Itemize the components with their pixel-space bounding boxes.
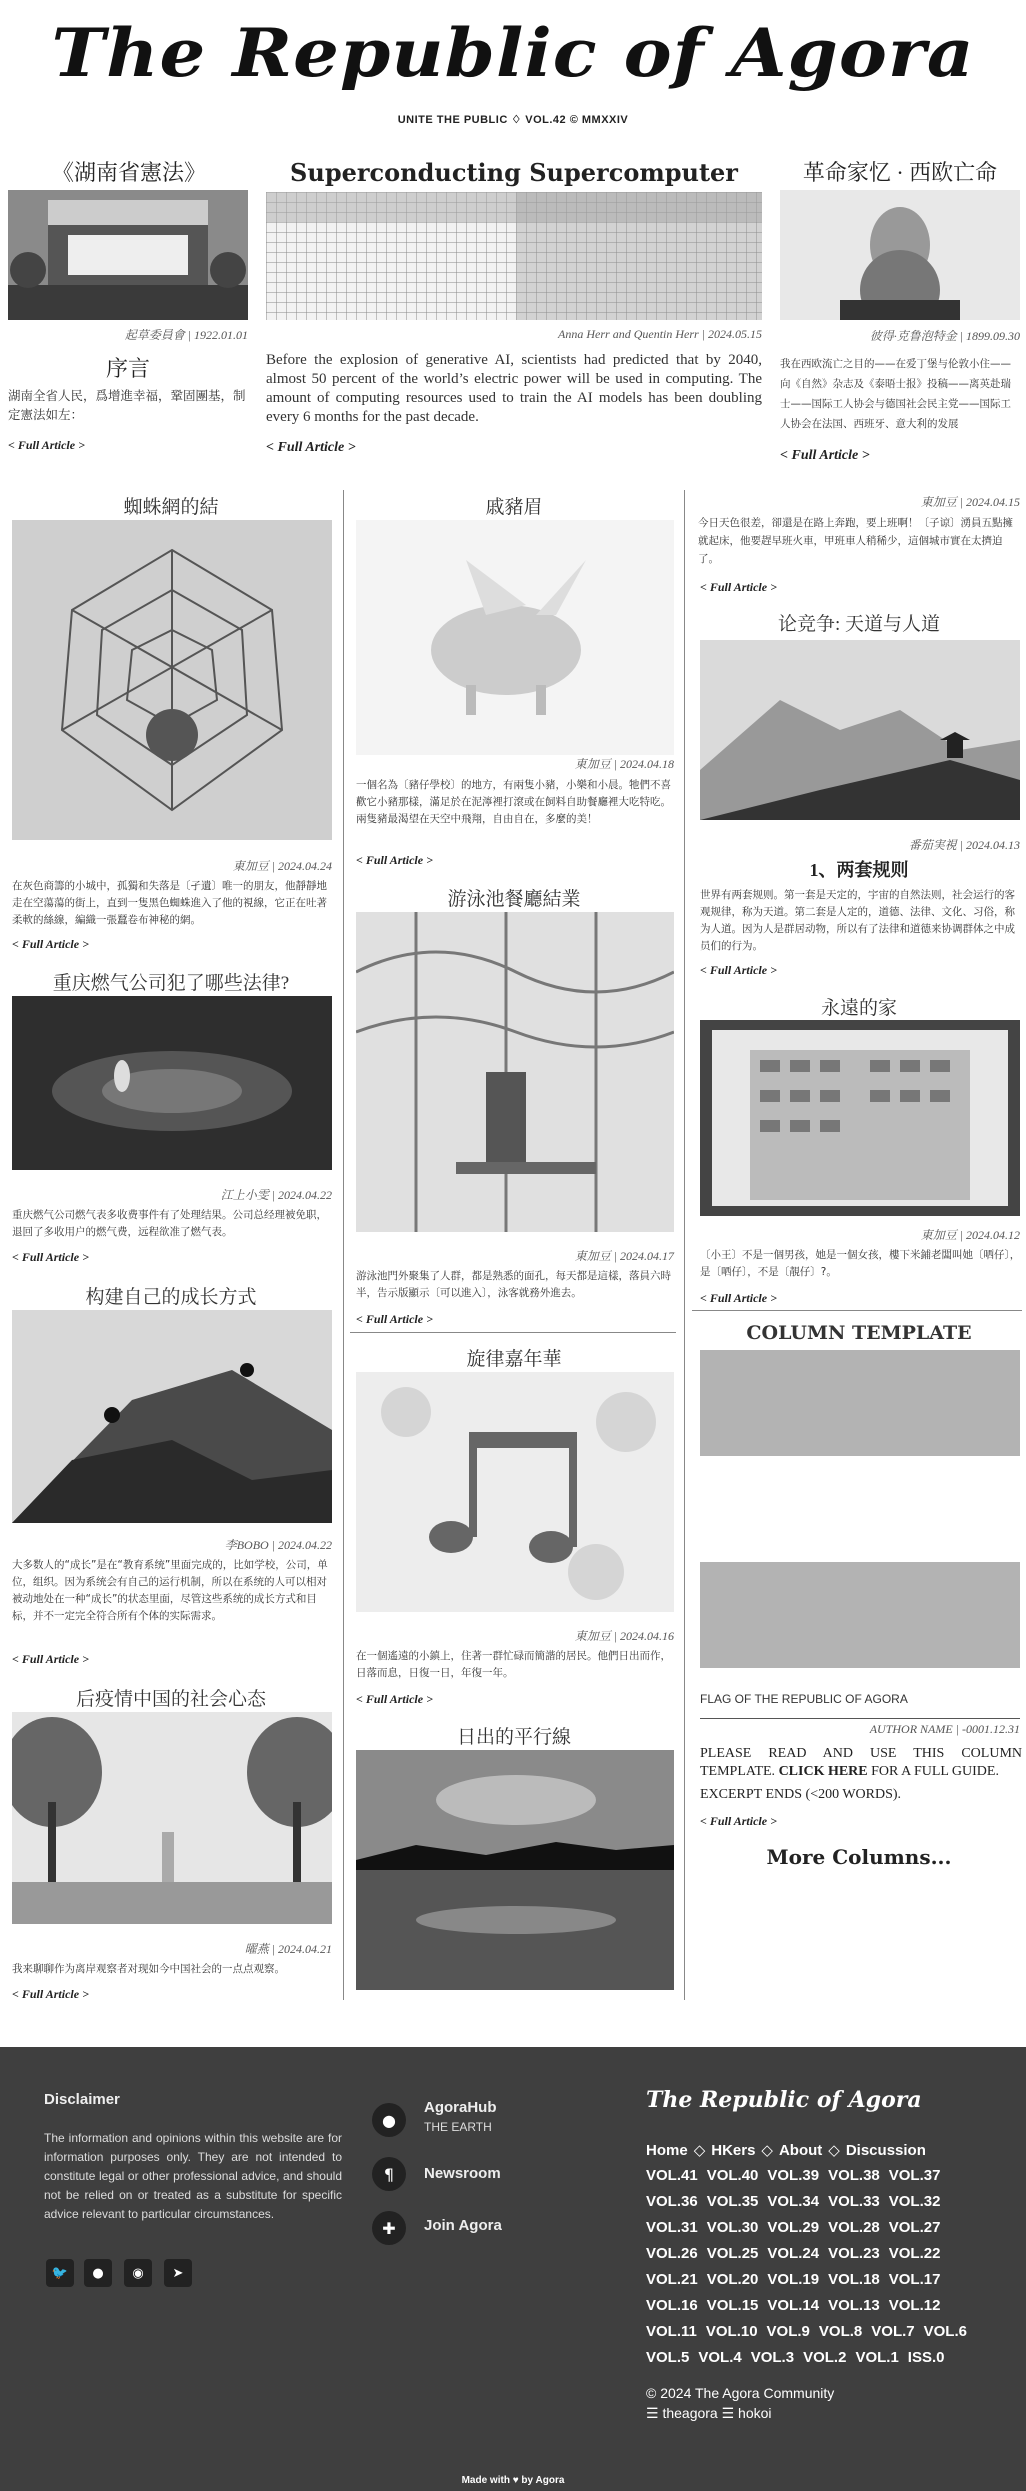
col1-article-3-title[interactable]: 构建自己的成长方式 (85, 1287, 257, 1308)
twitter-icon[interactable]: 🐦 (46, 2259, 74, 2287)
col3-article-3-text: 〔小王〕不是一個男孩，她是一個女孩，樓下米鋪老闆叫她〔哂仔〕，是〔哂仔〕，不是〔靚仔〕?。 (700, 1249, 1021, 1278)
footer-nav-hkers[interactable]: HKers (711, 2142, 756, 2159)
disclaimer-title: Disclaimer (44, 2091, 120, 2108)
col1-article-3-text: 大多数人的“成长”是在“教育系统”里面完成的，比如学校，公司，单位，组织。因为系统会有自己的运行机制，所以在系统的人可以相对被动地处在一种“成长”的状态里面，尽管这些系统的成长方式和目标，并不一定完全符合所有个体的实际需求。 (12, 1559, 328, 1622)
top-center-caption: Anna Herr and Quentin Herr | 2024.05.15 (558, 327, 762, 341)
col3-article-2-subtitle: 1、两套规则 (809, 860, 909, 880)
volume-link[interactable]: VOL.8 (818, 2323, 863, 2340)
col1-article-2-caption: 江上小雯 | 2024.04.22 (220, 1188, 332, 1202)
top-left-subtitle: 序言 (105, 356, 150, 381)
volume-row (646, 2245, 976, 2271)
top-left-title[interactable]: 《湖南省憲法》 (51, 160, 206, 185)
supercomputer-grid-art (266, 192, 762, 320)
col1-article-1-caption: 東加豆 | 2024.04.24 (232, 859, 332, 873)
volume-link[interactable]: VOL.32 (888, 2193, 941, 2210)
disclaimer-text: The information and opinions within this website are for information purposes only. They are not intended to constitute legal or other professional advice, and should not be relied on or treated as a substitute for specific advice relevant to particular circumstances. (44, 2131, 342, 2221)
mountain-climbers-photo (12, 1310, 332, 1523)
volume-link[interactable]: VOL.40 (706, 2167, 759, 2184)
top-left-caption: 起草委員會 | 1922.01.01 (124, 328, 248, 342)
col1-article-2-title[interactable]: 重庆燃气公司犯了哪些法律? (52, 973, 290, 994)
col1-article-4-caption: 曜燕 | 2024.04.21 (244, 1942, 332, 1956)
made-with-line: Made with ♥ by Agora (461, 2475, 565, 2486)
volume-link[interactable]: VOL.35 (706, 2193, 759, 2210)
column-divider-left (343, 490, 344, 2000)
nav-separator: ◇ (761, 2142, 773, 2159)
gas-stove-photo (12, 996, 332, 1170)
footer-nav-home[interactable]: Home (646, 2142, 688, 2159)
col2-article-3-caption: 東加豆 | 2024.04.16 (574, 1629, 674, 1643)
volume-link[interactable]: VOL.2 (803, 2349, 847, 2366)
github-icon[interactable]: ● (84, 2259, 112, 2287)
foggy-park-photo (12, 1712, 332, 1924)
mountain-pavilion-photo (700, 640, 1020, 820)
col3-article-2-title[interactable]: 论竞争: 天道与人道 (777, 614, 941, 635)
volume-link[interactable]: VOL.11 (646, 2323, 697, 2340)
agorahub-sublabel: THE EARTH (424, 2120, 492, 2134)
volume-link[interactable]: VOL.39 (767, 2167, 820, 2184)
puzzle-icon: ✚ (372, 2211, 406, 2245)
volume-link[interactable]: VOL.28 (828, 2219, 880, 2236)
credits-links[interactable]: ☰ theagora ☰ hokoi (646, 2405, 772, 2421)
volume-link[interactable]: VOL.9 (766, 2323, 810, 2340)
volume-link[interactable]: VOL.34 (767, 2193, 820, 2210)
col2-article-1-full-link[interactable]: < Full Article > (356, 853, 433, 867)
col3-article-2-caption: 番茄実視 | 2024.04.13 (908, 838, 1020, 852)
flag-stripe-top (700, 1350, 1020, 1456)
masthead-subline: UNITE THE PUBLIC ♢ VOL.42 © MMXXIV (397, 114, 629, 126)
supercomputer-grid-image (266, 192, 762, 320)
foggy-park-art (12, 1712, 332, 1924)
col2-article-2-title[interactable]: 游泳池餐廳結業 (447, 889, 581, 910)
pool-restaurant-illustration (356, 912, 674, 1232)
agorahub-link[interactable]: AgoraHub (424, 2099, 497, 2116)
top-center-title[interactable]: Superconducting Supercomputer (290, 158, 738, 187)
volume-link[interactable]: VOL.10 (705, 2323, 758, 2340)
volume-link[interactable]: VOL.24 (767, 2245, 820, 2262)
site-footer (0, 2047, 1026, 2491)
col2-article-3-full-link[interactable]: < Full Article > (356, 1692, 433, 1706)
top-right-title[interactable]: 革命家忆 · 西欧亡命 (802, 160, 998, 185)
col3-article-2-text: 世界有两套规则。第一套是天定的，宇宙的自然法则，社会运行的客观规律，称为天道。第二套是人定的，道德、法律、文化、习俗，称为人道。因为人是群居动物，所以有了法律和道德来协调群体之中成员们的行为。 (700, 889, 1015, 952)
apartment-building-art (700, 1020, 1020, 1216)
col2-divider (350, 1332, 676, 1333)
col1-article-1-full-link[interactable]: < Full Article > (12, 937, 89, 951)
flag-caption: FLAG OF THE REPUBLIC OF AGORA (700, 1692, 908, 1706)
volume-link[interactable]: VOL.27 (888, 2219, 941, 2236)
volume-link[interactable]: VOL.21 (646, 2271, 698, 2288)
footer-brand[interactable]: The Republic of Agora (646, 2087, 922, 2113)
col3-article-1-full-link[interactable]: < Full Article > (700, 580, 777, 594)
flag-stripe-bottom (700, 1562, 1020, 1668)
join-agora-link[interactable]: Join Agora (424, 2217, 502, 2234)
volume-archive (646, 2167, 976, 2375)
volume-link[interactable]: VOL.20 (706, 2271, 759, 2288)
volume-link[interactable]: VOL.18 (828, 2271, 880, 2288)
template-excerpt-note: EXCERPT ENDS (<200 WORDS). (700, 1787, 902, 1802)
telegram-icon[interactable]: ➤ (164, 2259, 192, 2287)
top-left-full-article-link[interactable]: < Full Article > (8, 438, 85, 452)
col3-article-3-title[interactable]: 永遠的家 (820, 998, 897, 1019)
spiderweb-art (12, 520, 332, 840)
map-pin-icon: ● (372, 2103, 406, 2137)
mountain-climbers-art (12, 1310, 332, 1523)
volume-link[interactable]: VOL.29 (767, 2219, 820, 2236)
volume-link[interactable]: VOL.22 (888, 2245, 941, 2262)
volume-row (646, 2193, 976, 2219)
music-notes-art (356, 1372, 674, 1612)
volume-row (646, 2167, 976, 2193)
col2-article-3-text: 在一個遙遠的小鎮上，住著一群忙碌而簡諧的居民。他們日出而作，日落而息，日復一日，年復一年。 (356, 1650, 671, 1679)
volume-row (646, 2219, 976, 2245)
template-click-here-link[interactable]: CLICK HERE (778, 1764, 868, 1779)
volume-link[interactable]: VOL.1 (855, 2349, 899, 2366)
volume-link[interactable]: VOL.26 (646, 2245, 698, 2262)
volume-link[interactable]: VOL.7 (871, 2323, 915, 2340)
col2-article-2-full-link[interactable]: < Full Article > (356, 1312, 433, 1326)
col2-article-2-text: 游泳池門外聚集了人群，都是熟悉的面孔，每天都是這樣，落員六時半，告示版顯示〔可以進入〕，泳客就務外進去。 (356, 1270, 671, 1299)
top-right-caption: 彼得·克鲁泡特金 | 1899.09.30 (869, 329, 1020, 343)
apartment-building-photo (700, 1020, 1020, 1216)
volume-link[interactable]: VOL.25 (706, 2245, 759, 2262)
col2-article-4-title[interactable]: 日出的平行線 (456, 1727, 571, 1748)
col3-article-1-caption: 東加豆 | 2024.04.15 (920, 495, 1020, 509)
column-template-caption: AUTHOR NAME | -0001.12.31 (869, 1722, 1020, 1736)
col2-article-1-title[interactable]: 戚豬眉 (485, 497, 543, 518)
column-template-full-link[interactable]: < Full Article > (700, 1814, 777, 1828)
col3-article-1-text: 今日天色很差，卻還是在路上奔跑，要上班啊！〔子谅〕湧員五點擁就起床，他要趕早班火車，甲班車人稍稀少，這個城市實在太擠迫了。 (698, 517, 1013, 565)
top-center-text: Before the explosion of generative AI, scientists had predicted that by 2040, almost 50 percent of the world’s electric power will be used in computing. The amount of computing resources used to train the AI models has been doubling every 6 months for the past decade. (266, 352, 762, 425)
col3-divider (692, 1310, 1022, 1311)
sunset-lake-photo (356, 1750, 674, 1990)
music-notes-illustration (356, 1372, 674, 1612)
top-center-full-article-link[interactable]: < Full Article > (266, 440, 356, 455)
volume-link[interactable]: VOL.14 (767, 2297, 820, 2314)
volume-row (646, 2271, 976, 2297)
template-text-a: PLEASE READ AND USE THIS COLUMN TEMPLATE. (700, 1746, 1022, 1779)
col3-article-3-full-link[interactable]: < Full Article > (700, 1291, 777, 1305)
site-masthead[interactable]: The Republic of Agora (51, 13, 975, 92)
kropotkin-portrait-art (780, 190, 1020, 320)
volume-link[interactable]: VOL.4 (698, 2349, 742, 2366)
col2-article-2-caption: 東加豆 | 2024.04.17 (574, 1249, 674, 1263)
col1-article-4-title[interactable]: 后疫情中国的社会心态 (75, 1689, 266, 1710)
volume-link[interactable]: VOL.36 (646, 2193, 698, 2210)
col3-article-3-caption: 東加豆 | 2024.04.12 (920, 1228, 1020, 1242)
col1-article-4-text: 我来聊聊作为离岸观察者对现如今中国社会的一点点观察。 (12, 1963, 285, 1975)
constitution-photo (8, 190, 248, 320)
pool-restaurant-art (356, 912, 674, 1232)
col1-article-1-title[interactable]: 蜘蛛網的結 (123, 497, 219, 518)
nav-separator: ◇ (828, 2142, 840, 2159)
top-right-text: 我在西欧流亡之目的——在爱丁堡与伦敦小住——向《自然》杂志及《泰晤士报》投稿——离英赴瑞士——国际工人协会与德国社会民主党——国际工人协会在法国、西班牙、意大利的发展 (780, 358, 1011, 430)
kropotkin-portrait (780, 190, 1020, 320)
col1-article-3-caption: 李BOBO | 2024.04.22 (224, 1538, 332, 1552)
volume-link[interactable]: VOL.15 (706, 2297, 759, 2314)
col1-article-1-text: 在灰色商籌的小城中，孤獨和失落是〔孑遺〕唯一的朋友，他靜靜地走在空蕩蕩的街上，直到一隻黑色蜘蛛進入了他的視線，它正在吐著柔軟的絲線，編織一張蠶卷布神秘的網。 (12, 880, 327, 926)
volume-link[interactable]: VOL.13 (828, 2297, 880, 2314)
volume-link[interactable]: VOL.33 (828, 2193, 880, 2210)
spiderweb-illustration (12, 520, 332, 840)
flying-pig-art (356, 520, 674, 755)
top-right-full-article-link[interactable]: < Full Article > (780, 448, 870, 463)
flag-stripe-middle (700, 1456, 1020, 1562)
col1-article-2-full-link[interactable]: < Full Article > (12, 1250, 89, 1264)
column-template-text (700, 1745, 1022, 1781)
reddit-icon[interactable]: ◉ (124, 2259, 152, 2287)
column-divider-right (684, 490, 685, 2000)
volume-link[interactable]: VOL.23 (828, 2245, 880, 2262)
volume-row (646, 2323, 976, 2349)
footer-nav (646, 2141, 926, 2159)
constitution-photo-art (8, 190, 248, 320)
gas-stove-art (12, 996, 332, 1170)
col2-article-1-caption: 東加豆 | 2024.04.18 (574, 757, 674, 771)
volume-link[interactable]: VOL.37 (888, 2167, 941, 2184)
newsroom-link[interactable]: Newsroom (424, 2165, 501, 2182)
col3-article-2-full-link[interactable]: < Full Article > (700, 963, 777, 977)
volume-row (646, 2349, 976, 2375)
volume-link[interactable]: VOL.3 (750, 2349, 795, 2366)
volume-link[interactable]: VOL.31 (646, 2219, 698, 2236)
paragraph-icon: ¶ (372, 2157, 406, 2191)
volume-row (646, 2297, 976, 2323)
nav-separator: ◇ (693, 2142, 706, 2159)
volume-link[interactable]: VOL.6 (923, 2323, 967, 2340)
col1-article-2-text: 重庆燃气公司燃气表多收费事件有了处理结果。公司总经理被免职，退回了多收用户的燃气费，远程欲准了燃气表。 (12, 1209, 327, 1238)
col1-article-4-full-link[interactable]: < Full Article > (12, 1987, 89, 2001)
sunset-lake-art (356, 1750, 674, 1990)
volume-link[interactable]: VOL.5 (646, 2349, 690, 2366)
volume-link[interactable]: VOL.16 (646, 2297, 698, 2314)
template-text-b: FOR A FULL GUIDE. (871, 1764, 999, 1779)
template-rule (700, 1718, 1020, 1719)
mountain-pavilion-art (700, 640, 1020, 820)
volume-link[interactable]: VOL.12 (888, 2297, 941, 2314)
volume-link[interactable]: VOL.41 (646, 2167, 698, 2184)
volume-link[interactable]: VOL.17 (888, 2271, 941, 2288)
volume-link[interactable]: VOL.38 (828, 2167, 880, 2184)
more-columns-link[interactable]: More Columns... (766, 1845, 952, 1869)
top-left-text: 湖南全省人民，爲增進幸福，鞏固團基，制定憲法如左： (8, 388, 246, 422)
volume-link[interactable]: ISS.0 (907, 2349, 945, 2366)
volume-link[interactable]: VOL.30 (706, 2219, 759, 2236)
col2-article-1-text: 一個名為〔豬仔學校〕的地方，有兩隻小豬，小樂和小晨。牠們不喜歡它小豬那樣，滿足於在泥濘裡打滾或在飼料自助餐廳裡大吃特吃。兩隻豬最渴望在天空中飛翔，自由自在，多麼的美！ (356, 779, 671, 825)
copyright: © 2024 The Agora Community (646, 2385, 835, 2401)
footer-nav-about[interactable]: About (778, 2142, 823, 2159)
col2-article-3-title[interactable]: 旋律嘉年華 (466, 1349, 562, 1370)
footer-nav-discussion[interactable]: Discussion (845, 2142, 926, 2159)
column-template-title[interactable]: COLUMN TEMPLATE (746, 1322, 972, 1344)
flying-pig-illustration (356, 520, 674, 755)
volume-link[interactable]: VOL.19 (767, 2271, 820, 2288)
col1-article-3-full-link[interactable]: < Full Article > (12, 1652, 89, 1666)
